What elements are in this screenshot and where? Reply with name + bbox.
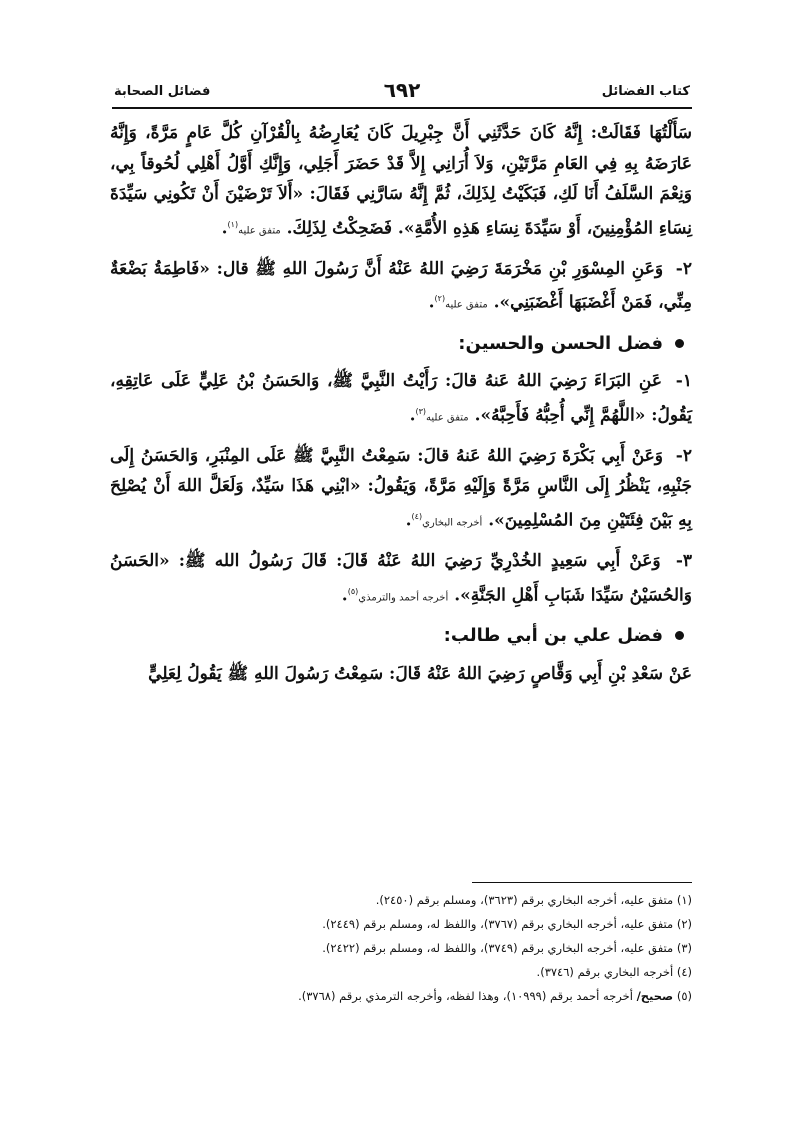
footnote xyxy=(110,912,692,936)
hadith-citation: متفق عليه xyxy=(445,299,488,311)
page-number: ٦٩٢ xyxy=(383,78,421,102)
hadith-citation: متفق عليه xyxy=(426,412,469,424)
hadith-paragraph: ٢- وَعَنْ أَبِي بَكْرَةَ رَضِيَ اللهُ عَنهُ قالَ: سَمِعْتُ النَّبِيَّ ﷺ عَلَى المِنْبَرِ، وَالحَسَنُ إِلَى جَنْبِهِ، يَنْظُرُ إِلَى النَّاسِ مَرَّةً وَإِلَيْهِ مَرَّةً، وَيَقُولُ: «ابْنِي هَذَا سَيِّدٌ، وَلَعَلَّ اللهَ أَنْ يُصْلِحَ بِهِ بَيْنَ فِئَتَيْنِ مِنَ المُسْلِمِينَ». أخرجه البخاري$^{(٤)}$. xyxy=(110,445,692,531)
section-heading-hasan-husayn xyxy=(110,328,692,358)
footnote-reference[interactable]: (٢) xyxy=(434,294,446,304)
footnote xyxy=(110,936,692,960)
footnote-reference[interactable]: (٣) xyxy=(415,406,427,416)
hadith-citation: أخرجه أحمد والترمذي xyxy=(358,592,449,604)
hadith-paragraph: سَأَلْتُهَا فَقَالَتْ: إِنَّهُ كَانَ حَدَّثَنِي أَنَّ جِبْرِيلَ كَانَ يُعَارِضُهُ بِالْقُرْآنِ كُلَّ عَامٍ مَرَّةً، وَإِنَّهُ عَارَضَهُ بِهِ فِي العَامِ مَرَّتَيْنِ، وَلاَ أُرَانِي إِلاَّ قَدْ حَضَرَ أَجَلِي، وَإِنَّكِ أَوَّلُ أَهْلِي لُحُوقاً بِي، وَنِعْمَ السَّلَفُ أَنَا لَكِ، فَبَكَيْتُ لِذَلِكَ، ثُمَّ إِنَّهُ سَارَّنِي فَقَالَ: «أَلاَ تَرْضَيْنَ أَنْ تَكُونِي سَيِّدَةَ نِسَاءِ المُؤْمِنِينَ، أَوْ سَيِّدَةَ نِسَاءِ هَذِهِ الأُمَّةِ». فَضَحِكْتُ لِذَلِكَ. متفق عليه$^{(١)}$. xyxy=(110,123,692,239)
hadith-paragraph: ٢- وَعَنِ المِسْوَرِ بْنِ مَخْرَمَةَ رَضِيَ اللهُ عَنْهُ أَنَّ رَسُولَ اللهِ ﷺ قال: «فَاطِمَةُ بَضْعَةٌ مِنِّي، فَمَنْ أَغْضَبَهَا أَغْضَبَنِي». متفق عليه$^{(٢)}$. xyxy=(110,258,692,313)
hadith-text: وَعَنْ أَبِي سَعِيدٍ الخُدْرِيِّ رَضِيَ اللهُ عَنْهُ قَالَ: قَالَ رَسُولُ الله ﷺ: «الحَسَنُ وَالحُسَيْنُ سَيِّدَا شَبَابِ أَهْلِ الجَنَّةِ». xyxy=(110,551,692,606)
hadith-text: عَنِ البَرَاءَ رَضِيَ اللهُ عَنهُ قالَ: رَأَيْتُ النَّبِيَّ ﷺ، وَالحَسَنُ بْنُ عَلِيٍّ عَلَى عَاتِقِهِ، يَقُولُ: «اللَّهُمَّ إِنِّي أُحِبُّهُ فَأَحِبَّهُ». xyxy=(110,371,692,426)
hadith-paragraph: ٣- وَعَنْ أَبِي سَعِيدٍ الخُدْرِيِّ رَضِيَ اللهُ عَنْهُ قَالَ: قَالَ رَسُولُ الله ﷺ: «الحَسَنُ وَالحُسَيْنُ سَيِّدَا شَبَابِ أَهْلِ الجَنَّةِ». أخرجه أحمد والترمذي$^{(٥)}$. xyxy=(110,551,693,606)
hadith-text: عَنْ سَعْدِ بْنِ أَبِي وَقَّاصٍ رَضِيَ اللهُ عَنْهُ قَالَ: سَمِعْتُ رَسُولَ اللهِ ﷺ يَقُولُ لِعَلِيٍّ xyxy=(148,663,692,684)
footnote xyxy=(110,984,692,1008)
hadith-number: ١- xyxy=(675,371,692,392)
footnote-reference[interactable]: (١) xyxy=(227,219,239,229)
footnote-text: متفق عليه، أخرجه البخاري برقم (٣٦٢٣)، ومسلم برقم (٢٤٥٠). xyxy=(375,893,674,907)
footnote-reference[interactable]: (٤) xyxy=(411,511,423,521)
page-body xyxy=(110,118,692,696)
header-divider xyxy=(112,107,692,109)
section-title: فضل الحسن والحسين: xyxy=(458,332,663,354)
footnote-number: (٥) xyxy=(676,989,692,1003)
footnote-grade: صحيح/ xyxy=(636,989,674,1003)
footnote-number: (١) xyxy=(676,893,692,907)
footnotes xyxy=(110,888,692,1008)
section-title: فضل علي بن أبي طالب: xyxy=(443,625,663,647)
hadith-text: سَأَلْتُهَا فَقَالَتْ: إِنَّهُ كَانَ حَدَّثَنِي أَنَّ جِبْرِيلَ كَانَ يُعَارِضُهُ بِالْقُرْآنِ كُلَّ عَامٍ مَرَّةً، وَإِنَّهُ عَارَضَهُ بِهِ فِي العَامِ مَرَّتَيْنِ، وَلاَ أُرَانِي إِلاَّ قَدْ حَضَرَ أَجَلِي، وَإِنَّكِ أَوَّلُ أَهْلِي لُحُوقاً بِي، وَنِعْمَ السَّلَفُ أَنَا لَكِ، فَبَكَيْتُ لِذَلِكَ، ثُمَّ إِنَّهُ سَارَّنِي فَقَالَ: «أَلاَ تَرْضَيْنَ أَنْ تَكُونِي سَيِّدَةَ نِسَاءِ المُؤْمِنِينَ، أَوْ سَيِّدَةَ نِسَاءِ هَذِهِ الأُمَّةِ». فَضَحِكْتُ لِذَلِكَ. xyxy=(110,123,692,239)
hadith-citation: متفق عليه xyxy=(238,225,281,237)
hadith-paragraph xyxy=(110,659,692,690)
footnote xyxy=(110,888,692,912)
footnote xyxy=(110,960,692,984)
footnote-text: متفق عليه، أخرجه البخاري برقم (٣٧٦٧)، واللفظ له، ومسلم برقم (٢٤٤٩). xyxy=(322,917,674,931)
bullet-icon xyxy=(675,631,684,640)
footnote-divider xyxy=(472,882,692,883)
hadith-number: ٢- xyxy=(675,258,692,279)
footnote-number: (٤) xyxy=(676,965,692,979)
hadith-text: وَعَنْ أَبِي بَكْرَةَ رَضِيَ اللهُ عَنهُ قالَ: سَمِعْتُ النَّبِيَّ ﷺ عَلَى المِنْبَرِ، وَالحَسَنُ إِلَى جَنْبِهِ، يَنْظُرُ إِلَى النَّاسِ مَرَّةً وَإِلَيْهِ مَرَّةً، وَيَقُولُ: «ابْنِي هَذَا سَيِّدٌ، وَلَعَلَّ اللهَ أَنْ يُصْلِحَ بِهِ بَيْنَ فِئَتَيْنِ مِنَ المُسْلِمِينَ». xyxy=(110,445,692,531)
hadith-number: ٢- xyxy=(675,445,692,466)
bullet-icon xyxy=(675,339,684,348)
footnote-reference[interactable]: (٥) xyxy=(347,586,359,596)
footnote-text: أخرجه البخاري برقم (٣٧٤٦). xyxy=(536,965,674,979)
section-heading-ali xyxy=(110,621,692,651)
page-header xyxy=(112,78,692,106)
hadith-number: ٣- xyxy=(675,551,693,572)
hadith-paragraph: ١- عَنِ البَرَاءَ رَضِيَ اللهُ عَنهُ قالَ: رَأَيْتُ النَّبِيَّ ﷺ، وَالحَسَنُ بْنُ عَلِيٍّ عَلَى عَاتِقِهِ، يَقُولُ: «اللَّهُمَّ إِنِّي أُحِبُّهُ فَأَحِبَّهُ». متفق عليه$^{(٣)}$. xyxy=(110,371,692,426)
chapter-title: فضائل الصحابة xyxy=(114,84,211,99)
hadith-citation: أخرجه البخاري xyxy=(422,517,483,529)
footnote-number: (٢) xyxy=(676,917,692,931)
footnote-text: أخرجه أحمد برقم (١٠٩٩٩)، وهذا لفظه، وأخرجه الترمذي برقم (٣٧٦٨). xyxy=(298,989,633,1003)
footnote-text: متفق عليه، أخرجه البخاري برقم (٣٧٤٩)، واللفظ له، ومسلم برقم (٢٤٢٢). xyxy=(322,941,674,955)
book-title: كتاب الفضائل xyxy=(601,84,690,99)
footnote-number: (٣) xyxy=(676,941,692,955)
hadith-text: وَعَنِ المِسْوَرِ بْنِ مَخْرَمَةَ رَضِيَ اللهُ عَنْهُ أَنَّ رَسُولَ اللهِ ﷺ قال: «فَاطِمَةُ بَضْعَةٌ مِنِّي، فَمَنْ أَغْضَبَهَا أَغْضَبَنِي». xyxy=(110,258,692,313)
